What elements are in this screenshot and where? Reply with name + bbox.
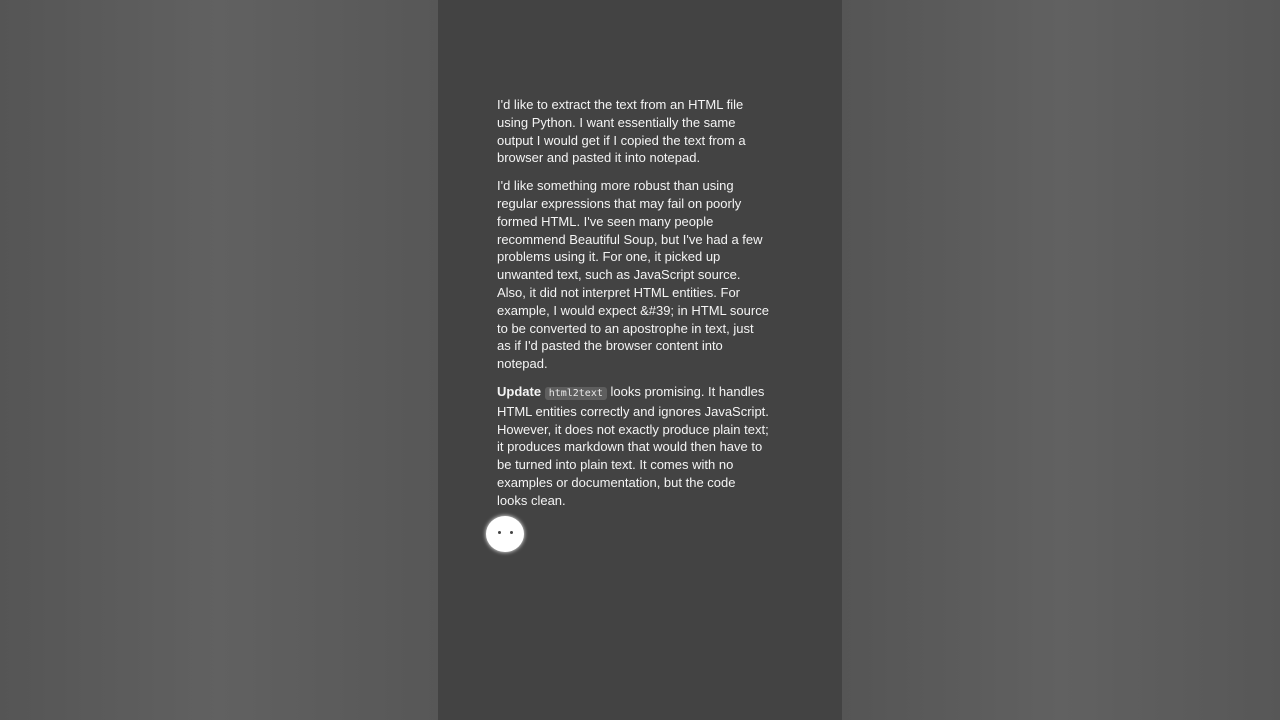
- eye-icon: [510, 531, 513, 534]
- question-text: [497, 96, 797, 520]
- text-line: [497, 383, 797, 403]
- text-line: unwanted text, such as JavaScript source.: [497, 267, 741, 283]
- text-line: example, I would expect &#39; in HTML source: [497, 302, 769, 318]
- text-line: I'd like to extract the text from an HTML file: [497, 97, 744, 112]
- text-line: regular expressions that may fail on poorly: [497, 195, 742, 211]
- text-line: I'd like something more robust than using: [497, 178, 734, 194]
- text-line: to be converted to an apostrophe in text, just: [497, 320, 754, 336]
- text-line: be turned into plain text. It comes with no: [497, 457, 734, 473]
- inline-code: html2text: [545, 387, 607, 400]
- text-line: Also, it did not interpret HTML entities. For: [497, 284, 741, 300]
- text-line: notepad.: [497, 356, 548, 372]
- eye-icon: [498, 531, 501, 534]
- blurred-background-left: [0, 0, 438, 720]
- text-line: output I would get if I copied the text from a: [497, 132, 746, 148]
- text-fragment: looks promising. It handles: [610, 383, 765, 399]
- paragraph-1: [497, 96, 797, 167]
- text-line: HTML entities correctly and ignores JavaScript.: [497, 403, 769, 419]
- text-line: formed HTML. I've seen many people: [497, 213, 714, 229]
- blurred-background-right: [842, 0, 1280, 720]
- text-line: using Python. I want essentially the same: [497, 114, 736, 130]
- text-line: recommend Beautiful Soup, but I've had a few: [497, 231, 763, 247]
- text-line: it produces markdown that would then have to: [497, 439, 763, 455]
- white-blob-character-icon: [486, 516, 524, 552]
- update-label: Update: [497, 383, 542, 399]
- text-line: problems using it. For one, it picked up: [497, 249, 721, 265]
- text-line: examples or documentation, but the code: [497, 474, 736, 490]
- paragraph-3: [497, 383, 797, 510]
- paragraph-2: [497, 177, 797, 373]
- text-line: looks clean.: [497, 492, 566, 508]
- text-line: However, it does not exactly produce plain text;: [497, 421, 769, 437]
- text-line: as if I'd pasted the browser content into: [497, 338, 723, 354]
- text-line: browser and pasted it into notepad.: [497, 150, 701, 166]
